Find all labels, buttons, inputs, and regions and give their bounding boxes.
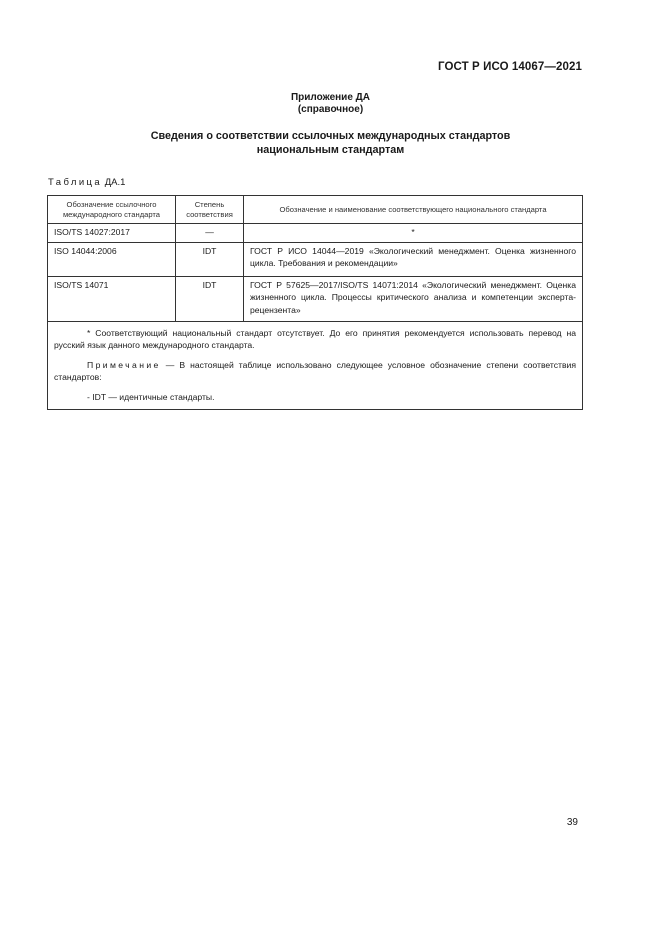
annex-title: Приложение ДА (290, 92, 371, 103)
cell-international-standard: ISO/TS 14027:2017 (48, 224, 176, 243)
column-header-national: Обозначение и наименование соответствующего национального стандарта (244, 196, 583, 224)
section-title-line-2: национальным стандартам (256, 144, 405, 156)
cell-national-standard: * (244, 224, 583, 243)
document-code: ГОСТ Р ИСО 14067—2021 (437, 61, 582, 73)
section-title (0, 129, 661, 157)
table-notes (48, 321, 583, 410)
table-row (48, 224, 583, 243)
degree-legend: - IDT — идентичные стандарты. (87, 391, 215, 402)
annex-subtitle: (справочное) (297, 104, 364, 115)
section-title-line-1: Сведения о соответствии ссылочных международных стандартов (150, 130, 511, 142)
note-text: — В настоящей таблице использовано следующее условное обозначение степени соответствия стандартов: (54, 359, 576, 382)
cell-degree: — (176, 224, 244, 243)
table-row (48, 242, 583, 276)
page-number: 39 (566, 817, 578, 828)
cell-international-standard: ISO 14044:2006 (48, 242, 176, 276)
table-header-row (48, 196, 583, 224)
table-row (48, 276, 583, 321)
table-caption-word: Таблица (48, 177, 103, 188)
table-caption (48, 177, 125, 188)
cell-degree: IDT (176, 276, 244, 321)
annex-heading (0, 92, 661, 116)
cell-national-standard: ГОСТ Р ИСО 14044—2019 «Экологический менеджмент. Оценка жизненного цикла. Требования и рекомендации» (244, 242, 583, 276)
table-caption-id: ДА.1 (104, 177, 126, 188)
table-note (54, 359, 576, 384)
table-notes-row (48, 321, 583, 410)
cell-degree: IDT (176, 242, 244, 276)
column-header-degree: Степень соответствия (176, 196, 244, 224)
table-footnote: * Соответствующий национальный стандарт отсутствует. До его принятия рекомендуется использовать перевод на русский язык данного международного стандарта. (54, 327, 576, 350)
column-header-international: Обозначение ссылочного международного стандарта (48, 196, 176, 224)
cell-national-standard: ГОСТ Р 57625—2017/ISO/TS 14071:2014 «Экологический менеджмент. Оценка жизненного цикла. Процессы критического анализа и компетенции эксперта-рецензента» (244, 276, 583, 321)
cell-international-standard: ISO/TS 14071 (48, 276, 176, 321)
correspondence-table (47, 195, 583, 410)
note-label: Примечание (87, 359, 161, 370)
